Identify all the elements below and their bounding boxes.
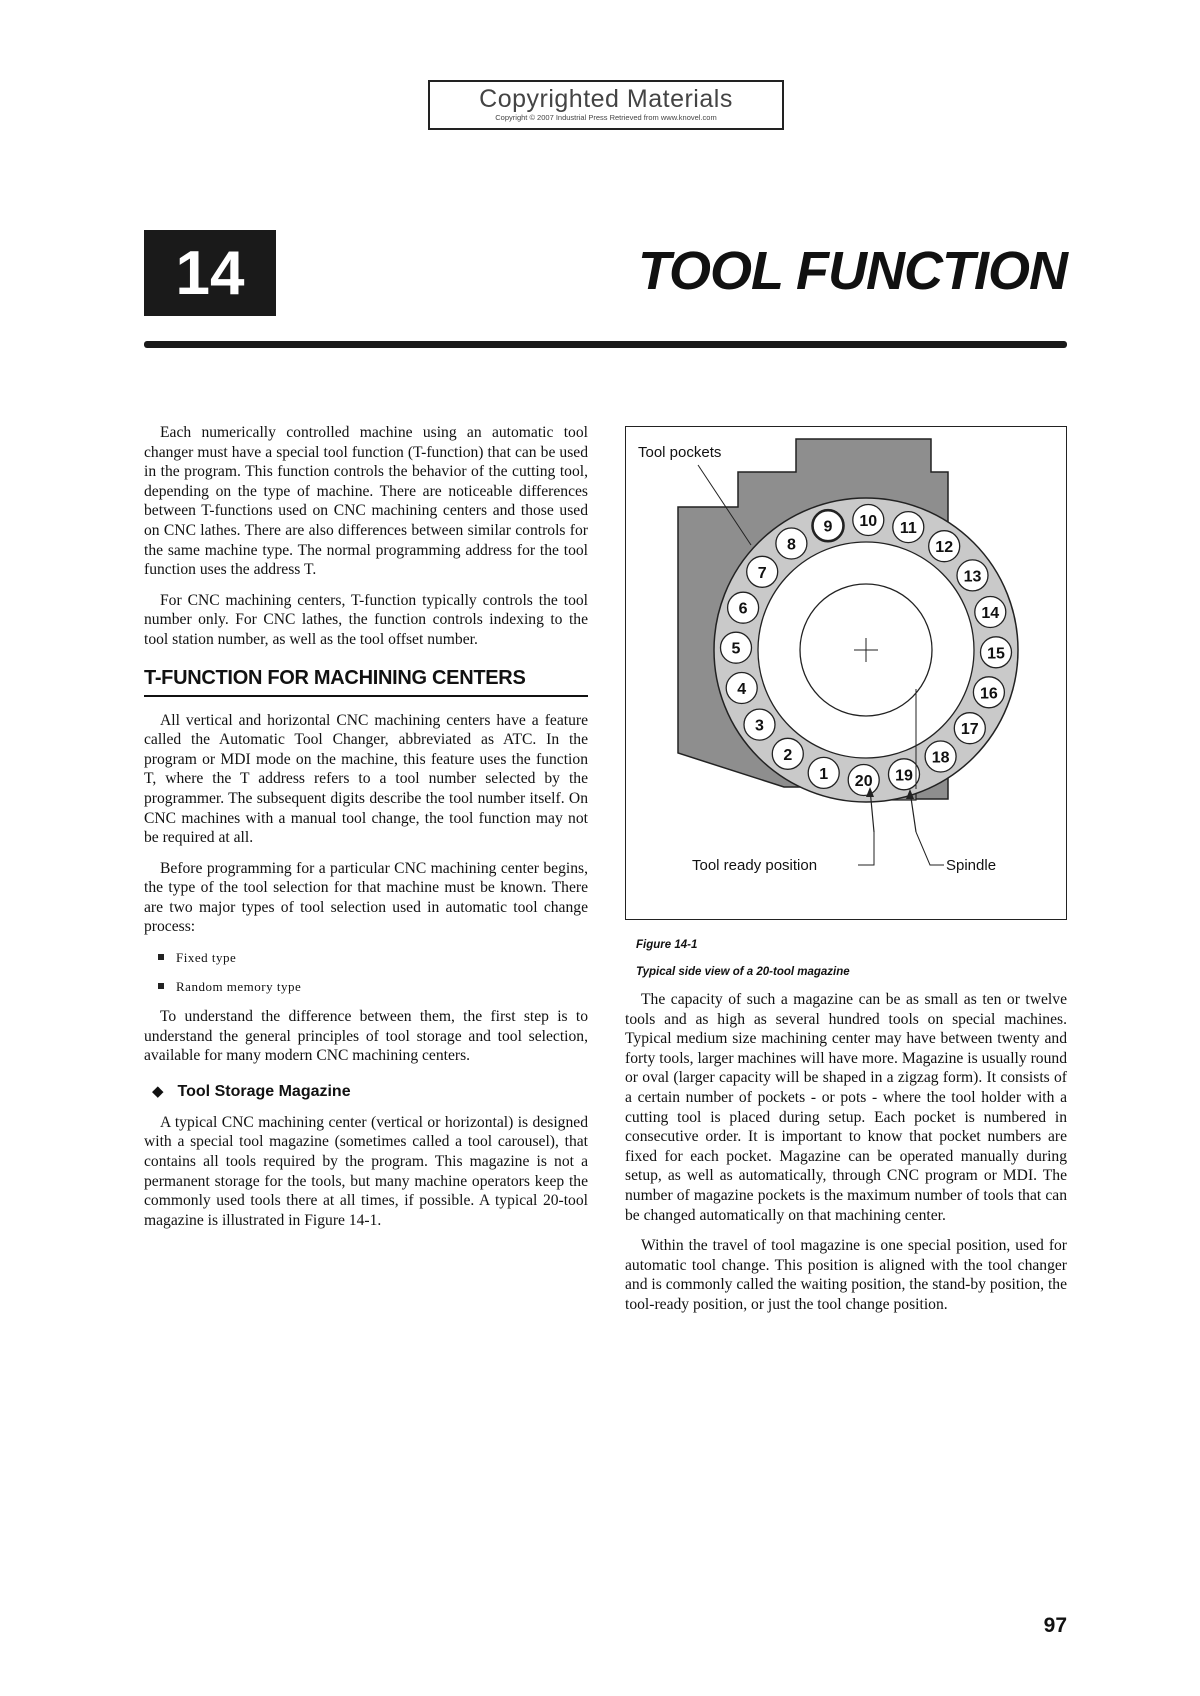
before-paragraph: Before programming for a particular CNC machining center begins, the type of the tool selection for that machine must be known. There are two major types of tool selection used in automatic tool change process: xyxy=(144,859,588,936)
bullet-square-icon xyxy=(158,954,164,960)
typical-paragraph: A typical CNC machining center (vertical or horizontal) is designed with a special tool magazine (sometimes called a tool carousel), that contains all tools required by the program. This magazine is not a permanent storage for the tools, but many machine operators keep the commonly used tools there at all times, if possible. A typical 20-tool magazine is illustrated in Figure 14-1. xyxy=(144,1113,588,1229)
left-column xyxy=(144,423,588,1241)
page-number: 97 xyxy=(1043,1614,1067,1637)
label-spindle: Spindle xyxy=(946,857,997,874)
pocket-number-5: 5 xyxy=(731,640,741,658)
leader-spindle-line xyxy=(916,832,944,865)
figure-caption-text: Typical side view of a 20-tool magazine xyxy=(636,966,850,978)
intro-paragraph-2: For CNC machining centers, T-function typically controls the tool number only. For CNC lathes, the function controls indexing to the tool station number, as well as the tool offset number. xyxy=(144,591,588,648)
pocket-number-3: 3 xyxy=(755,717,764,735)
pocket-number-20: 20 xyxy=(854,773,873,790)
copyright-title: Copyrighted Materials xyxy=(479,85,733,113)
section-heading: T-FUNCTION FOR MACHINING CENTERS xyxy=(144,666,588,697)
pocket-number-8: 8 xyxy=(786,536,796,554)
pocket-number-2: 2 xyxy=(783,746,793,764)
subsection-heading-text: Tool Storage Magazine xyxy=(177,1082,351,1100)
pocket-number-15: 15 xyxy=(987,645,1005,663)
title-rule xyxy=(144,341,1067,348)
pocket-number-13: 13 xyxy=(963,568,982,586)
figure-caption-label: Figure 14-1 xyxy=(636,939,698,951)
pocket-number-6: 6 xyxy=(738,600,748,618)
label-tool-ready-position: Tool ready position xyxy=(692,857,818,874)
list-item xyxy=(144,977,588,996)
leader-tool-ready-line xyxy=(858,832,874,865)
pocket-number-18: 18 xyxy=(931,749,950,767)
chapter-number: 14 xyxy=(144,230,276,316)
list-item-label: Fixed type xyxy=(176,950,237,966)
pocket-number-16: 16 xyxy=(980,685,998,703)
pocket-number-17: 17 xyxy=(960,721,979,739)
tool-selection-list xyxy=(144,948,588,996)
pocket-number-7: 7 xyxy=(757,564,767,582)
label-tool-pockets: Tool pockets xyxy=(638,444,722,461)
capacity-paragraph: The capacity of such a magazine can be as small as ten or twelve tools and as high as several hundred tools on special machines. Typical medium size machining center may have between twenty and forty tools, larger machines will have more. Magazine is usually round or oval (larger capacity will be shaped in a zigzag form). It consists of a certain number of pockets - or pots - where the tool holder with a cutting tool is placed during setup. Each pocket is numbered in consecutive order. It is important to know that pocket numbers are fixed for each pocket. Magazine can be operated manually during setup, as well as automatically, through CNC program or MDI. The number of magazine pockets is the maximum number of tools that can be changed automatically on that machining center. xyxy=(625,991,1067,1224)
travel-paragraph: Within the travel of tool magazine is one special position, used for automatic tool change. This position is aligned with the tool changer and is commonly called the waiting position, the stand-by position, the tool-ready position, or just the tool change position. xyxy=(625,1237,1067,1313)
subsection-heading xyxy=(152,1082,588,1102)
pocket-number-1: 1 xyxy=(819,765,829,783)
bullet-square-icon xyxy=(158,983,164,989)
copyright-notice: Copyright © 2007 Industrial Press Retrieved from www.knovel.com xyxy=(495,113,717,122)
intro-paragraph-1: Each numerically controlled machine using an automatic tool changer must have a special tool function (T-function) that can be used in the program. This function controls the behavior of the cutting tool, depending on the type of machine. There are noticeable differences between T-functions used on CNC machining centers and those used on CNC lathes. There are also differences between similar controls for the same machine type. The normal programming address for the tool function uses the address T. xyxy=(144,424,588,579)
list-item-label: Random memory type xyxy=(176,979,302,995)
pocket-number-12: 12 xyxy=(935,539,954,557)
chapter-title: TOOL FUNCTION xyxy=(638,241,1067,301)
pocket-number-11: 11 xyxy=(899,520,917,538)
list-item xyxy=(144,948,588,967)
atc-paragraph: All vertical and horizontal CNC machining centers have a feature called the Automatic Tool Changer, abbreviated as ATC. In the program or MDI mode on the machine, this feature uses the function T, where the T address refers to a tool number selected by the programmer. The subsequent digits describe the tool number itself. On CNC machines with a manual tool change, the tool function may not be required at all. xyxy=(144,711,588,847)
pocket-number-19: 19 xyxy=(895,767,913,785)
figure-14-1 xyxy=(625,426,1067,920)
pocket-number-4: 4 xyxy=(737,681,747,698)
copyright-stamp xyxy=(428,80,784,130)
pocket-number-10: 10 xyxy=(859,513,878,530)
right-column xyxy=(625,990,1067,1326)
pocket-number-14: 14 xyxy=(981,605,1000,622)
understand-paragraph: To understand the difference between them, the first step is to understand the general principles of tool storage and tool selection, available for many modern CNC machining centers. xyxy=(144,1008,588,1065)
tool-magazine-diagram xyxy=(626,427,1068,921)
pocket-number-9: 9 xyxy=(823,518,833,536)
diamond-icon: ◆ xyxy=(152,1082,164,1100)
figure-caption xyxy=(636,932,850,986)
